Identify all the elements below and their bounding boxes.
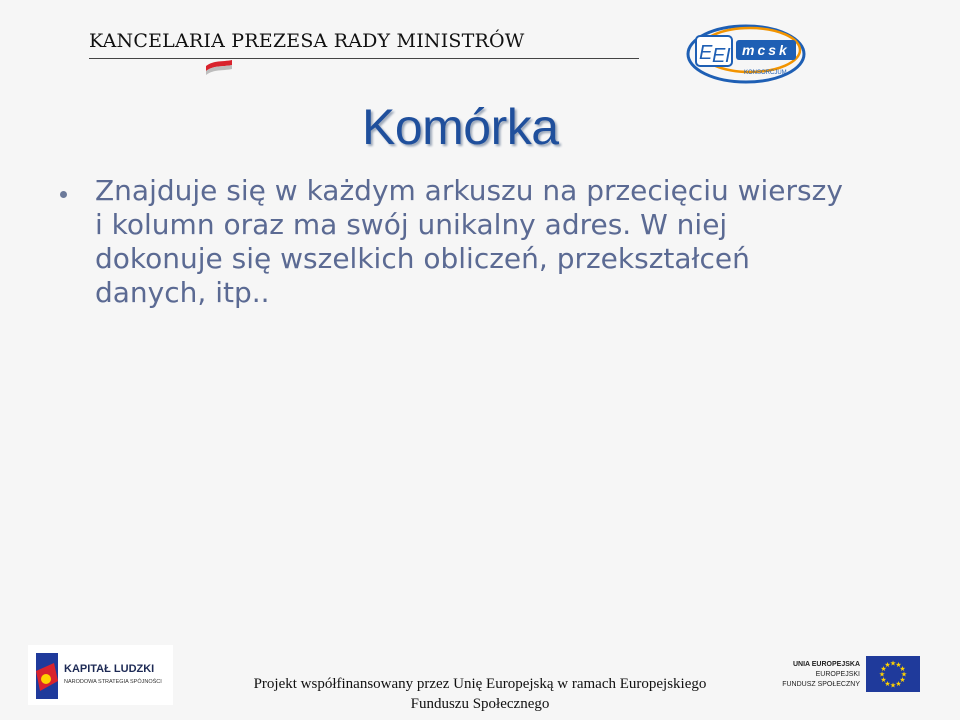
- eu-star-icon: ★: [878, 670, 886, 679]
- eei-mcsk-logo: [684, 22, 808, 86]
- svg-text:E: E: [712, 45, 726, 67]
- bullet-icon: [60, 191, 67, 198]
- eu-flag-icon: [866, 656, 920, 692]
- eu-star-icon: ★: [880, 676, 887, 684]
- slide-title: Komórka: [362, 99, 559, 155]
- body-line: i kolumn oraz ma swój unikalny adres. W niej: [95, 208, 728, 241]
- kapital-ludzki-emblem-icon: [32, 651, 62, 701]
- funding-caption-line: Projekt współfinansowany przez Unię Europejską w ramach Europejskiego: [253, 676, 707, 692]
- svg-text:I: I: [725, 45, 731, 67]
- eu-star-icon: ★: [884, 660, 891, 669]
- funding-caption-line: Funduszu Społecznego: [410, 696, 550, 712]
- funding-caption: [200, 674, 760, 714]
- eu-star-icon: ★: [899, 665, 906, 673]
- body-line: Znajduje się w każdym arkuszu na przecięciu wierszy: [95, 174, 843, 207]
- svg-text:E: E: [699, 42, 713, 64]
- eu-star-icon: ★: [884, 680, 891, 689]
- body-line: danych, itp..: [95, 276, 270, 309]
- svg-text:KONSORCJUM: KONSORCJUM: [744, 70, 787, 76]
- eu-star-icon: ★: [889, 659, 897, 668]
- body-line: dokonuje się wszelkich obliczeń, przekształceń: [95, 242, 750, 275]
- kapital-ludzki-title: KAPITAŁ LUDZKI: [64, 663, 155, 675]
- eu-union-label: UNIA EUROPEJSKA: [792, 661, 860, 668]
- eu-star-icon: ★: [895, 680, 902, 689]
- slide-body: [95, 174, 905, 310]
- eu-fund-label: EUROPEJSKI: [815, 671, 860, 678]
- polish-flag-icon: [204, 60, 234, 76]
- eu-star-icon: ★: [880, 665, 887, 673]
- kapital-ludzki-subtitle: NARODOWA STRATEGIA SPÓJNOŚCI: [64, 679, 162, 685]
- eu-logo-text: [770, 660, 860, 690]
- eu-star-icon: ★: [889, 681, 897, 690]
- organization-name: KANCELARIA PREZESA RADY MINISTRÓW: [89, 30, 525, 52]
- eu-star-icon: ★: [895, 660, 902, 669]
- eu-star-icon: ★: [900, 670, 908, 679]
- eu-fund-label: FUNDUSZ SPOŁECZNY: [782, 681, 860, 688]
- header-divider: [89, 58, 639, 59]
- svg-text:mcsk: mcsk: [742, 42, 790, 58]
- eu-star-icon: ★: [899, 676, 906, 684]
- kapital-ludzki-logo: [28, 645, 173, 705]
